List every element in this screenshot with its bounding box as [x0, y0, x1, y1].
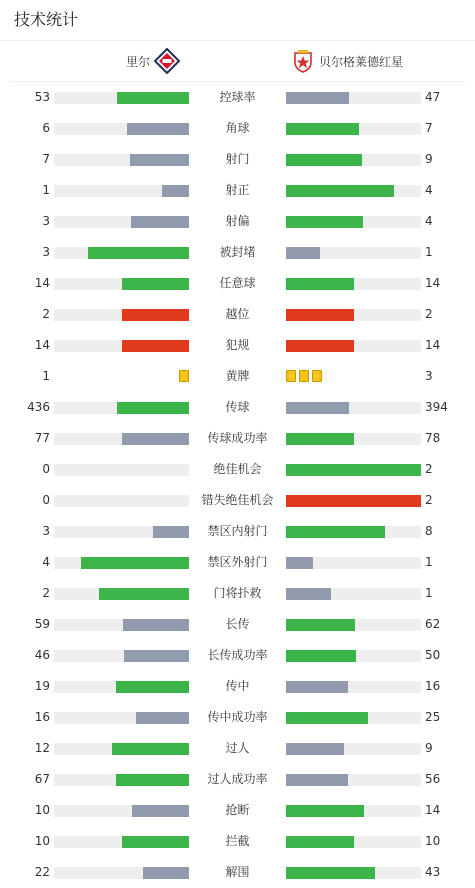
away-stat-bar-fill	[286, 402, 349, 414]
home-stat-bar-fill	[143, 867, 189, 879]
away-stat-bar	[286, 526, 421, 538]
home-stat-bar	[54, 650, 189, 662]
away-stat-bar-fill	[286, 619, 355, 631]
away-stat-value: 14	[425, 338, 441, 352]
home-stat-value: 6	[42, 121, 50, 135]
home-stat-bar-fill	[122, 278, 190, 290]
away-stat-bar	[286, 588, 421, 600]
away-stat-value: 47	[425, 90, 441, 104]
home-stat-bar	[54, 464, 189, 476]
home-stat-value: 10	[34, 803, 50, 817]
home-stat-bar-fill	[130, 154, 189, 166]
home-stat-value: 53	[34, 90, 50, 104]
home-stat-value: 59	[34, 617, 50, 631]
home-stat-bar	[54, 619, 189, 631]
away-stat-bar	[286, 247, 421, 259]
away-stat-value: 1	[425, 586, 433, 600]
away-stat-value: 16	[425, 679, 441, 693]
home-stat-value: 7	[42, 152, 50, 166]
away-team[interactable]	[293, 41, 403, 81]
stat-label: 传中成功率	[207, 710, 268, 724]
home-stat-value: 2	[42, 307, 50, 321]
away-stat-bar	[286, 216, 421, 228]
stat-row	[0, 547, 475, 578]
stat-row	[0, 423, 475, 454]
away-stat-bar	[286, 619, 421, 631]
home-stat-bar	[54, 774, 189, 786]
stat-row	[0, 826, 475, 857]
away-stat-bar-fill	[286, 557, 313, 569]
home-stat-bar-fill	[88, 247, 189, 259]
home-stat-value: 10	[34, 834, 50, 848]
home-stat-bar-fill	[117, 92, 189, 104]
home-stat-bar	[54, 588, 189, 600]
away-stat-value: 56	[425, 772, 441, 786]
stat-row	[0, 392, 475, 423]
away-stat-bar-fill	[286, 309, 354, 321]
home-stat-bar-fill	[162, 185, 189, 197]
page-title: 技术统计	[0, 0, 475, 41]
home-stat-bar-fill	[131, 216, 189, 228]
stat-label: 过人	[225, 741, 250, 755]
away-stat-bar	[286, 836, 421, 848]
home-stat-value: 436	[27, 400, 50, 414]
home-stat-value: 0	[42, 462, 50, 476]
home-stat-value: 67	[34, 772, 50, 786]
away-stat-bar-fill	[286, 774, 348, 786]
home-stat-value: 77	[34, 431, 50, 445]
home-stat-value: 19	[34, 679, 50, 693]
home-stat-value: 2	[42, 586, 50, 600]
away-stat-value: 2	[425, 307, 433, 321]
home-team-name: 里尔	[125, 54, 150, 69]
away-stat-value: 10	[425, 834, 441, 848]
away-stat-value: 9	[425, 152, 433, 166]
away-stat-value: 1	[425, 555, 433, 569]
yellow-card-icon	[299, 370, 309, 382]
stat-label: 传中	[225, 679, 250, 693]
home-stat-bar	[54, 836, 189, 848]
away-stat-bar-fill	[286, 712, 368, 724]
stat-label: 抢断	[225, 803, 250, 817]
home-stat-value: 46	[34, 648, 50, 662]
away-stat-bar	[286, 402, 421, 414]
away-stat-bar	[286, 92, 421, 104]
away-stat-value: 78	[425, 431, 441, 445]
yellow-card-icon	[312, 370, 322, 382]
home-stat-value: 1	[42, 369, 50, 383]
away-stat-value: 25	[425, 710, 441, 724]
home-stat-bar	[54, 402, 189, 414]
stat-label: 传球成功率	[207, 431, 268, 445]
away-stat-bar	[286, 712, 421, 724]
away-stat-value: 7	[425, 121, 433, 135]
home-stat-bar	[54, 309, 189, 321]
away-stat-bar	[286, 278, 421, 290]
home-stat-bar	[54, 557, 189, 569]
away-stat-value: 8	[425, 524, 433, 538]
stat-row	[0, 206, 475, 237]
home-stat-bar	[54, 712, 189, 724]
home-stat-value: 3	[42, 524, 50, 538]
home-team[interactable]	[126, 41, 180, 81]
away-stat-bar-fill	[286, 278, 354, 290]
away-stat-bar-fill	[286, 216, 363, 228]
stat-label: 被封堵	[219, 245, 256, 259]
home-stat-bar	[54, 278, 189, 290]
home-stat-bar	[54, 867, 189, 879]
stat-row	[0, 764, 475, 795]
home-stat-bar-fill	[116, 681, 189, 693]
stat-row	[0, 237, 475, 268]
stat-row	[0, 113, 475, 144]
home-stat-value: 14	[34, 276, 50, 290]
away-stat-value: 2	[425, 462, 433, 476]
stat-row	[0, 640, 475, 671]
away-stat-bar	[286, 681, 421, 693]
stats-list	[0, 82, 475, 888]
home-stat-bar-fill	[122, 433, 190, 445]
stat-label: 传球	[225, 400, 250, 414]
home-stat-bar-fill	[99, 588, 189, 600]
stat-label: 犯规	[225, 338, 250, 352]
away-stat-bar-fill	[286, 154, 362, 166]
away-stat-value: 1	[425, 245, 433, 259]
home-stat-value: 22	[34, 865, 50, 879]
home-stat-bar	[54, 154, 189, 166]
stat-label: 禁区外射门	[207, 555, 268, 569]
stat-label: 黄牌	[225, 369, 250, 383]
away-stat-bar-fill	[286, 743, 344, 755]
away-stat-value: 50	[425, 648, 441, 662]
stat-row	[0, 454, 475, 485]
away-stat-bar-fill	[286, 867, 375, 879]
stat-label: 错失绝佳机会	[201, 493, 274, 507]
away-stat-bar-fill	[286, 650, 356, 662]
stat-row	[0, 733, 475, 764]
away-stat-bar-fill	[286, 464, 421, 476]
away-stat-bar-fill	[286, 495, 421, 507]
away-yellow-cards	[286, 370, 322, 383]
home-stat-bar-fill	[124, 650, 189, 662]
home-stat-value: 0	[42, 493, 50, 507]
stat-label: 绝佳机会	[213, 462, 262, 476]
stat-row	[0, 82, 475, 113]
away-stat-value: 394	[425, 400, 448, 414]
stat-label: 门将扑救	[213, 586, 262, 600]
stat-row	[0, 299, 475, 330]
home-stat-bar-fill	[122, 836, 190, 848]
home-stat-bar	[54, 681, 189, 693]
teams-header	[10, 41, 465, 82]
home-stat-value: 16	[34, 710, 50, 724]
home-stat-bar-fill	[127, 123, 189, 135]
home-stat-bar-fill	[122, 309, 190, 321]
away-stat-bar-fill	[286, 588, 331, 600]
away-stat-bar-fill	[286, 340, 354, 352]
stat-row	[0, 857, 475, 888]
away-stat-bar	[286, 774, 421, 786]
home-stat-bar-fill	[116, 774, 189, 786]
home-stat-bar-fill	[136, 712, 189, 724]
away-stat-bar	[286, 743, 421, 755]
home-stat-bar	[54, 92, 189, 104]
stat-row	[0, 175, 475, 206]
away-stat-bar	[286, 123, 421, 135]
stat-label: 射门	[225, 152, 250, 166]
home-stat-value: 3	[42, 245, 50, 259]
stat-label: 射偏	[225, 214, 250, 228]
stat-label: 角球	[225, 121, 250, 135]
home-stat-bar-fill	[132, 805, 189, 817]
away-stat-value: 14	[425, 803, 441, 817]
home-stat-bar	[54, 495, 189, 507]
away-stat-bar	[286, 154, 421, 166]
away-stat-bar	[286, 185, 421, 197]
away-stat-value: 62	[425, 617, 441, 631]
away-stat-bar-fill	[286, 805, 364, 817]
home-stat-bar	[54, 433, 189, 445]
stat-label: 拦截	[225, 834, 250, 848]
away-stat-value: 3	[425, 369, 433, 383]
away-stat-bar	[286, 650, 421, 662]
home-stat-bar	[54, 216, 189, 228]
away-stat-bar	[286, 433, 421, 445]
away-stat-value: 9	[425, 741, 433, 755]
stat-row	[0, 516, 475, 547]
stat-row	[0, 268, 475, 299]
home-stat-bar	[54, 123, 189, 135]
stat-label: 过人成功率	[207, 772, 268, 786]
home-yellow-cards	[179, 370, 189, 383]
stat-label: 射正	[225, 183, 250, 197]
away-stat-bar-fill	[286, 433, 354, 445]
away-stat-value: 43	[425, 865, 441, 879]
away-stat-bar	[286, 805, 421, 817]
yellow-card-icon	[286, 370, 296, 382]
stat-label: 长传成功率	[207, 648, 268, 662]
away-stat-bar-fill	[286, 185, 394, 197]
away-team-name: 贝尔格莱德红星	[319, 54, 404, 69]
home-stat-bar	[54, 743, 189, 755]
away-stat-bar	[286, 340, 421, 352]
away-stat-bar-fill	[286, 836, 354, 848]
home-stat-value: 14	[34, 338, 50, 352]
home-stat-bar	[54, 805, 189, 817]
home-stat-value: 12	[34, 741, 50, 755]
stat-row	[0, 578, 475, 609]
stat-label: 任意球	[219, 276, 256, 290]
away-stat-value: 14	[425, 276, 441, 290]
stat-row	[0, 361, 475, 392]
away-stat-bar	[286, 464, 421, 476]
stat-row	[0, 485, 475, 516]
stat-row	[0, 702, 475, 733]
home-stat-value: 3	[42, 214, 50, 228]
home-stat-bar-fill	[112, 743, 189, 755]
home-stat-bar-fill	[123, 619, 189, 631]
home-stat-bar-fill	[117, 402, 189, 414]
away-stat-bar-fill	[286, 681, 348, 693]
stat-label: 解围	[225, 865, 250, 879]
stat-label: 长传	[225, 617, 250, 631]
home-stat-value: 1	[42, 183, 50, 197]
away-stat-value: 4	[425, 183, 433, 197]
stat-label: 越位	[225, 307, 250, 321]
lille-crest-icon	[154, 48, 180, 74]
stat-row	[0, 795, 475, 826]
home-stat-value: 4	[42, 555, 50, 569]
stat-row	[0, 144, 475, 175]
stat-row	[0, 671, 475, 702]
away-stat-bar	[286, 495, 421, 507]
away-stat-bar-fill	[286, 526, 385, 538]
away-stat-value: 4	[425, 214, 433, 228]
away-stat-bar-fill	[286, 247, 320, 259]
home-stat-bar	[54, 526, 189, 538]
home-stat-bar-fill	[122, 340, 190, 352]
home-stat-bar-fill	[81, 557, 189, 569]
home-stat-bar-fill	[153, 526, 189, 538]
home-stat-bar	[54, 247, 189, 259]
stat-row	[0, 609, 475, 640]
away-stat-bar	[286, 557, 421, 569]
away-stat-bar-fill	[286, 123, 359, 135]
yellow-card-icon	[179, 370, 189, 382]
home-stat-bar	[54, 185, 189, 197]
stat-label: 控球率	[219, 90, 256, 104]
away-stat-bar	[286, 867, 421, 879]
away-stat-bar-fill	[286, 92, 349, 104]
stat-row	[0, 330, 475, 361]
away-stat-bar	[286, 309, 421, 321]
red-star-crest-icon	[293, 49, 313, 73]
away-stat-value: 2	[425, 493, 433, 507]
stat-label: 禁区内射门	[207, 524, 268, 538]
home-stat-bar	[54, 340, 189, 352]
